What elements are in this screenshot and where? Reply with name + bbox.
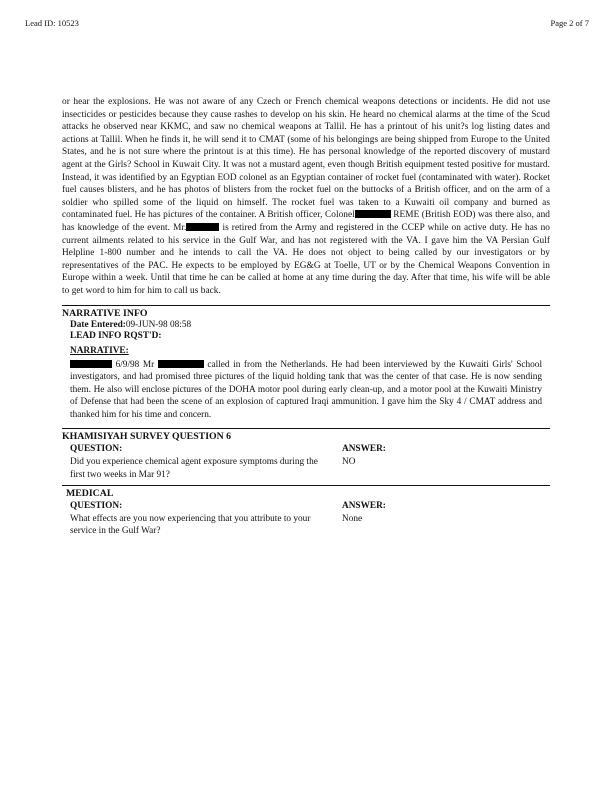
date-entered-value: 09-JUN-98 08:58 bbox=[125, 319, 192, 330]
redaction-block bbox=[186, 223, 219, 231]
khamisiyah-answer-text: NO bbox=[342, 457, 356, 468]
main-paragraph-part1: or hear the explosions. He was not aware of any Czech or French chemical weapons detections or incidents. He did not use insecticides or pesticides because they cause rashes to develop on his skin. He heard no chemical alarms at the time of the Scud attacks he observed near KKMC, and saw no chemical weapons at Tallil. He has a printout of his unit?s log listing dates and actions at Tallil. When he finds it, he will send it to CMAT (some of his belongings are being shipped from Europe to the United States, and he is not sure where the printout is at this time). He has personal knowledge of the reported discovery of mustard agent at the Girls? School in Kuwait City. It was not a mustard agent, even though British equipment tested positive for mustard. Instead, it was identified by an Egyptian EOD colonel as an Egyptian container of rocket fuel (contaminated with water). Rocket fuel causes blisters, and he has photos of blisters from the rocket fuel on the buttocks of a British officer, and on the arm of a soldier who spilled some of the liquid on himself. The rocket fuel was taken to a Kuwaiti oil company and burned as contaminated fuel. He has pictures of the container. A British officer, Colonel bbox=[62, 97, 550, 221]
document-body bbox=[62, 96, 550, 537]
page-of-label: of bbox=[575, 18, 583, 28]
narrative-info-title: NARRATIVE INFO bbox=[62, 307, 148, 319]
redaction-block bbox=[158, 360, 204, 368]
page-label: Page bbox=[550, 18, 568, 28]
date-entered-field bbox=[70, 320, 550, 330]
narrative-label: NARRATIVE: bbox=[70, 345, 129, 356]
page-number bbox=[551, 18, 590, 28]
main-narrative-paragraph bbox=[62, 96, 550, 298]
redaction-block bbox=[355, 210, 391, 218]
medical-answer-text: None bbox=[342, 513, 363, 524]
medical-question-label: QUESTION: bbox=[70, 500, 123, 511]
khamisiyah-qa-headers bbox=[70, 444, 542, 456]
medical-section bbox=[62, 488, 550, 537]
main-paragraph-part2: REME (British EOD) was there also, and has knowledge of the event. Mr. bbox=[62, 210, 551, 233]
narrative-part2: called in from the Netherlands. He had been interviewed by the Kuwaiti Girls' School investigators, and had promised three pictures of the liquid holding tank that was the center of that case. He is now sending them. He also will enclose pictures of the DOHA motor pool during early clean-up, and a motor pool at the Kuwaiti Ministry of Defense that had been the scene of an explosion of captured Iraqi ammunition. I gave him the Sky 4 / CMAT address and thanked him for his time and concern. bbox=[70, 359, 543, 420]
narrative-info-section bbox=[62, 308, 550, 422]
page-header bbox=[0, 18, 611, 34]
medical-qa-body bbox=[70, 513, 542, 537]
narrative-part1: 6/9/98 Mr bbox=[115, 359, 155, 370]
section-divider bbox=[62, 305, 550, 306]
khamisiyah-qa-body bbox=[70, 456, 542, 480]
khamisiyah-question-text: Did you experience chemical agent exposure symptoms during the first two weeks in Mar 91? bbox=[70, 457, 318, 480]
narrative-text bbox=[70, 359, 542, 422]
medical-qa-headers bbox=[70, 501, 542, 513]
section-divider bbox=[62, 485, 550, 486]
lead-id bbox=[25, 18, 79, 28]
lead-info-rqstd-field: LEAD INFO RQST'D: bbox=[70, 330, 162, 341]
khamisiyah-answer-label: ANSWER: bbox=[342, 444, 386, 455]
medical-question-text: What effects are you now experiencing that you attribute to your service in the Gulf War? bbox=[70, 513, 311, 537]
khamisiyah-section bbox=[62, 431, 550, 480]
main-paragraph-part3: is retired from the Army and registered in the CCEP while on active duty. He has no current ailments related to his service in the Gulf War, and has not registered with the VA. I gave him the VA Persian Gulf Helpline 1-800 number and he intends to call the VA. He does not object to being called by our investigators or by representatives of the PAC. He expects to be employed by EG&G at Toelle, UT or by the Chemical Weapons Convention in Europe within a week. Until that time he can be called at home at any time during the day. After that time, his wife will be able to get word to him for him to call us back. bbox=[62, 222, 551, 296]
date-entered-label: Date Entered: bbox=[70, 319, 126, 330]
medical-answer-label: ANSWER: bbox=[342, 500, 386, 511]
lead-id-value: 10523 bbox=[57, 18, 79, 28]
lead-id-label: Lead ID: bbox=[25, 18, 56, 28]
page-total: 7 bbox=[584, 18, 589, 28]
medical-title: MEDICAL bbox=[66, 487, 114, 499]
section-divider bbox=[62, 428, 550, 429]
khamisiyah-qa bbox=[70, 444, 542, 480]
khamisiyah-question-label: QUESTION: bbox=[70, 444, 123, 455]
khamisiyah-title: KHAMISIYAH SURVEY QUESTION 6 bbox=[62, 431, 232, 443]
medical-qa bbox=[70, 501, 542, 537]
redaction-block bbox=[70, 360, 112, 368]
page-current: 2 bbox=[569, 18, 574, 28]
